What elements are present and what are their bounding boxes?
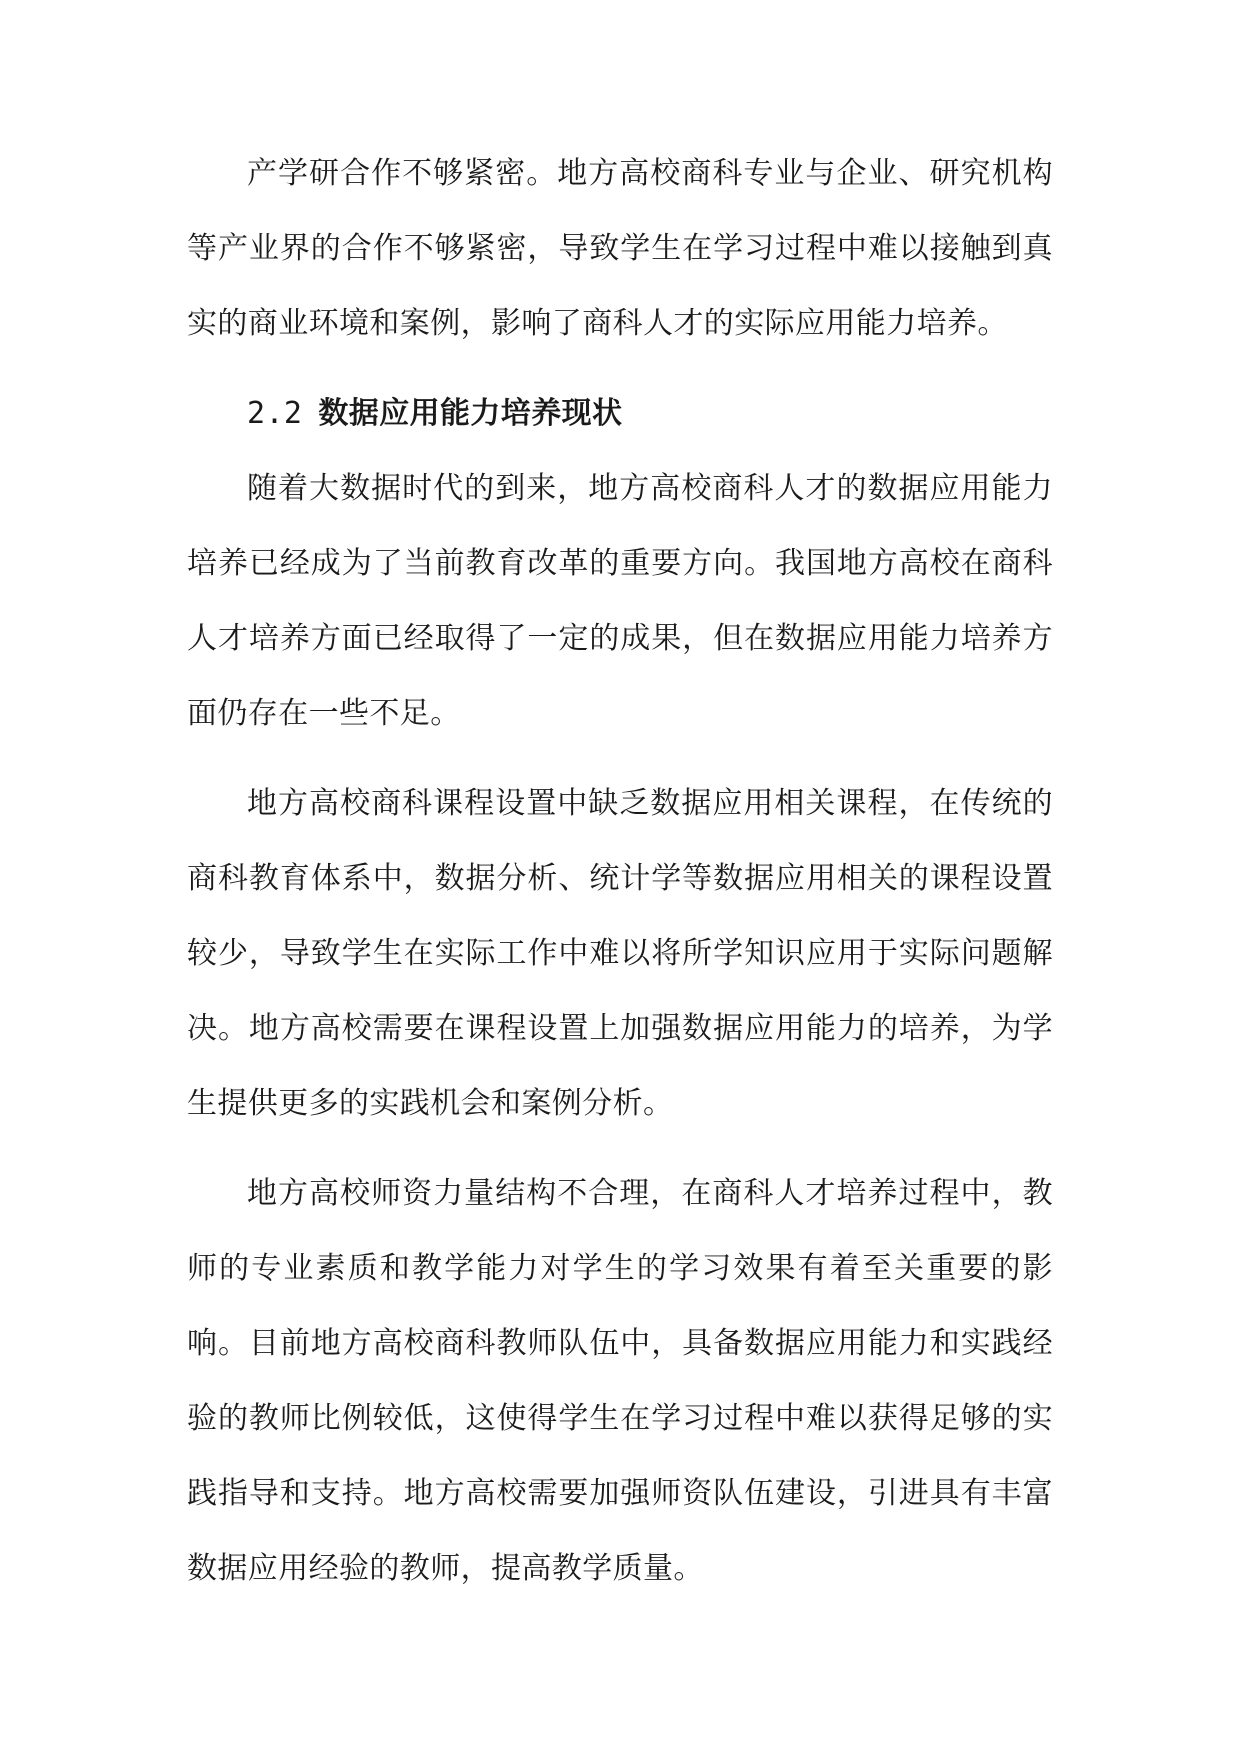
section-heading (187, 376, 1053, 451)
paragraph-big-data-era: 随着大数据时代的到来，地方高校商科人才的数据应用能力培养已经成为了当前教育改革的重要方向。我国地方高校在商科人才培养方面已经取得了一定的成果，但在数据应用能力培养方面仍存在一些不足。 (187, 471, 1053, 731)
paragraph-industry-cooperation: 产学研合作不够紧密。地方高校商科专业与企业、研究机构等产业界的合作不够紧密，导致学生在学习过程中难以接触到真实的商业环境和案例，影响了商科人才的实际应用能力培养。 (187, 156, 1053, 341)
document-body (187, 136, 1053, 1606)
paragraph-curriculum: 地方高校商科课程设置中缺乏数据应用相关课程，在传统的商科教育体系中，数据分析、统计学等数据应用相关的课程设置较少，导致学生在实际工作中难以将所学知识应用于实际问题解决。地方高校需要在课程设置上加强数据应用能力的培养，为学生提供更多的实践机会和案例分析。 (187, 786, 1053, 1121)
section-number: 2.2 (247, 396, 303, 431)
section-title: 数据应用能力培养现状 (318, 396, 623, 431)
paragraph-faculty: 地方高校师资力量结构不合理，在商科人才培养过程中，教师的专业素质和教学能力对学生的学习效果有着至关重要的影响。目前地方高校商科教师队伍中，具备数据应用能力和实践经验的教师比例较低，这使得学生在学习过程中难以获得足够的实践指导和支持。地方高校需要加强师资队伍建设，引进具有丰富数据应用经验的教师，提高教学质量。 (187, 1176, 1053, 1586)
